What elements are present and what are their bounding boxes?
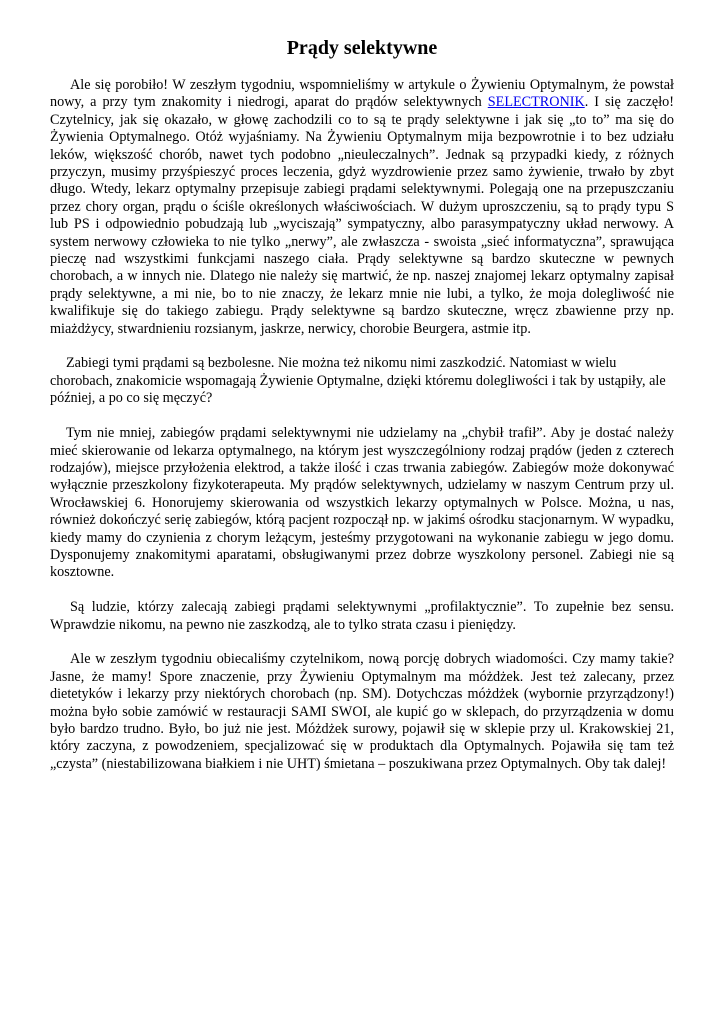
- selectronik-link[interactable]: SELECTRONIK: [487, 94, 585, 111]
- page-title: Prądy selektywne: [286, 37, 438, 59]
- document-page: [50, 34, 674, 773]
- paragraph-referral: Tym nie mniej, zabiegów prądami selektywnymi nie udzielamy na „chybił trafił”. Aby je dostać należy mieć skierowanie od lekarza optymalnego, na którym jest wyszczególniony rodzaj prądów (jeden z czterech rodzajów), miejsce przyłożenia elektrod, a także ilość i czas trwania zabiegów. Zabiegów może dokonywać wyłącznie przeszkolony fizykoterapeuta. My prądów selektywnych, udzielamy w naszym Centrum przy ul. Wrocławskiej 6. Honorujemy skierowania od wszystkich lekarzy optymalnych w Polsce. Można, u nas, również dokończyć serię zabiegów, którą pacjent rozpoczął np. w jakimś ośrodku stacjonarnym. W wypadku, kiedy mamy do czynienia z chorym leżącym, jesteśmy przygotowani na wykonanie zabiegu w jego domu. Dysponujemy znakomitymi aparatami, obsługiwanymi przez dobrze wyszkolony personel. Zabiegi nie są kosztowne.: [50, 425, 674, 581]
- paragraph-intro-text-continued: . I się zaczęło! Czytelnicy, jak się okazało, w głowę zachodzili co to są te prądy selektywne i jak się „to to” ma się do Żywienia Optymalnego. Otóż wyjaśniamy. Na Żywieniu Optymalnym mija bezpowrotnie i to bez udziału leków, większość chorób, nawet tych podobno „nieuleczalnych”. Jednak są przypadki kiedy, z różnych przyczyn, musimy przyśpieszyć proces leczenia, gdyż wyzdrowienie przez samo żywienie, trwało by zbyt długo. Wtedy, lekarz optymalny przepisuje zabiegi prądami selektywnymi. Polegają one na przepuszczaniu przez chory organ, prądu o ściśle określonych właściwościach. W dużym uproszczeniu, są to prądy typu S lub PS i odpowiednio pobudzają lub „wyciszają” sympatyczny, albo parasympatyczny układ nerwowy. A system nerwowy człowieka to nie tylko „nerwy”, ale zwłaszcza - swoista „sieć informatyczna”, sprawująca pieczę nad wszystkimi funkcjami naszego ciała. Prądy selektywne są bardzo skuteczne w pewnych chorobach, a w innych nie. Dlatego nie należy się martwić, że np. naszej znajomej lekarz optymalny zapisał prądy selektywne, a mi nie, bo to nie znaczy, że lekarz mnie nie lubi, a tylko, że moja dolegliwość nie kwalifikuje się do takiego zabiegu. Prądy selektywne są bardzo skuteczne, wręcz zbawienne przy np. miażdżycy, stwardnieniu rozsianym, jaskrze, nerwicy, chorobie Beurgera, astmie itp.: [50, 94, 674, 337]
- paragraph-intro-text: Ale się porobiło! W zeszłym tygodniu, wspomnieliśmy w artykule o Żywieniu Optymalnym, że powstał nowy, a przy tym znakomity i niedrogi, aparat do prądów selektywnych: [50, 77, 674, 111]
- paragraph-intro: [50, 77, 674, 338]
- paragraph-painless: Zabiegi tymi prądami są bezbolesne. Nie można też nikomu nimi zaszkodzić. Natomiast w wielu chorobach, znakomicie wspomagają Żywienie Optymalne, dzięki któremu dolegliwości i tak by ustąpiły, ale później, a po co się męczyć?: [50, 355, 666, 407]
- paragraph-good-news: Ale w zeszłym tygodniu obiecaliśmy czytelnikom, nową porcję dobrych wiadomości. Czy mamy takie? Jasne, że mamy! Spore znaczenie, przy Żywieniu Optymalnym ma móżdżek. Jest też zalecany, przez dietetyków i lekarzy przy niektórych chorobach (np. SM). Dotychczas móżdżek (wybornie przyrządzony!) można było sobie zamówić w restauracji SAMI SWOI, ale kupić go w sklepach, do przyrządzenia w domu było bardzo trudno. Było, bo już nie jest. Móżdżek surowy, pojawił się w sklepie przy ul. Krakowskiej 21, który zaczyna, z powodzeniem, specjalizować się w produktach dla Optymalnych. Pojawiła się tam też „czysta” (niestabilizowana białkiem i nie UHT) śmietana – poszukiwana przez Optymalnych. Oby tak dalej!: [50, 651, 674, 772]
- paragraph-prophylactic: Są ludzie, którzy zalecają zabiegi prądami selektywnymi „profilaktycznie”. To zupełnie bez sensu. Wprawdzie nikomu, na pewno nie zaszkodzą, ale to tylko strata czasu i pieniędzy.: [50, 599, 674, 633]
